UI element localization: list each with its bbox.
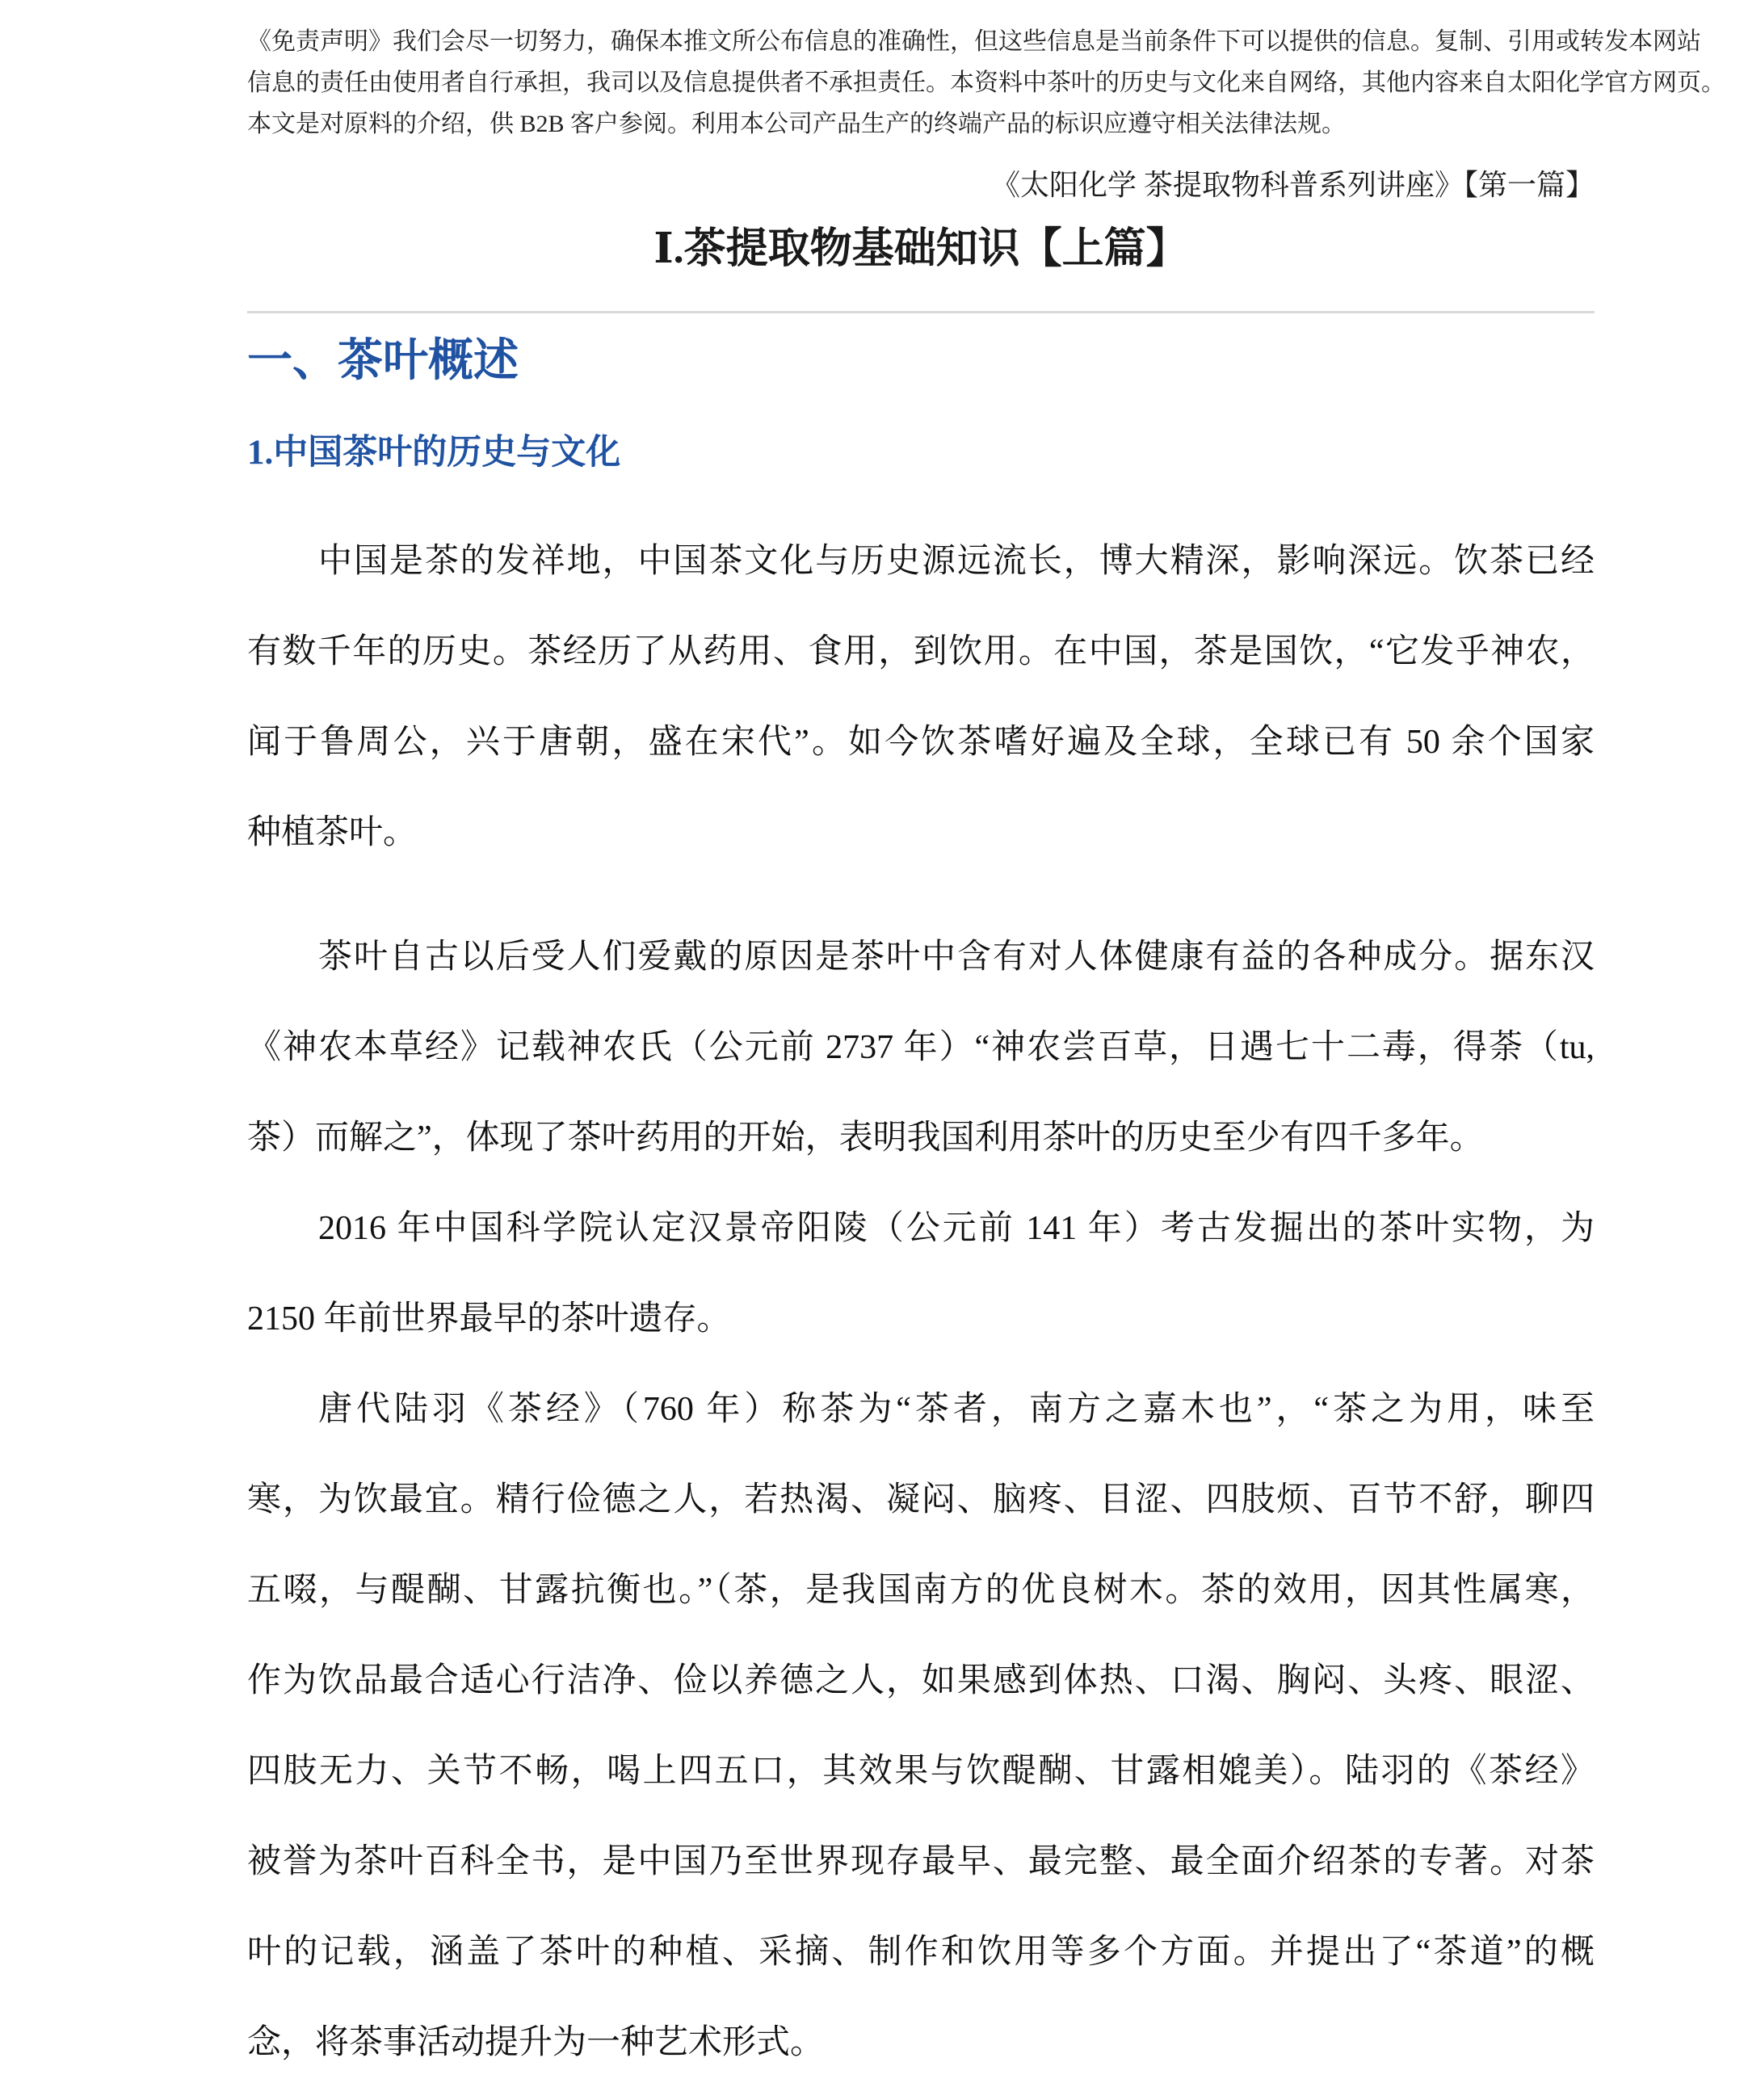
body-line: 2150 年前世界最早的茶叶遗存。 (247, 1300, 731, 1338)
disclaimer-line: 信息的责任由使用者自行承担，我司以及信息提供者不承担责任。本资料中茶叶的历史与文化来自网络，其他内容来自太阳化学官方网页。 (247, 69, 1725, 96)
body-line: 四肢无力、关节不畅，喝上四五口，其效果与饮醍醐、甘露相媲美）。陆羽的《茶经》 (247, 1753, 1595, 1790)
body-line: 叶的记载，涵盖了茶叶的种植、采摘、制作和饮用等多个方面。并提出了“茶道”的概 (247, 1934, 1595, 1971)
disclaimer-line: 本文是对原料的介绍，供 B2B 客户参阅。利用本公司产品生产的终端产品的标识应遵守相关法律法规。 (247, 111, 1347, 137)
body-line: 2016 年中国科学院认定汉景帝阳陵（公元前 141 年）考古发掘出的茶叶实物，为 (318, 1210, 1595, 1247)
disclaimer (247, 21, 1725, 145)
body-text (247, 516, 1595, 2088)
paragraph (247, 912, 1595, 1183)
body-line: 中国是茶的发祥地，中国茶文化与历史源远流长，博大精深，影响深远。饮茶已经 (318, 543, 1595, 580)
body-line: 唐代陆羽《茶经》（760 年）称茶为“茶者，南方之嘉木也”，“茶之为用，味至 (318, 1391, 1595, 1428)
body-line: 念，将茶事活动提升为一种艺术形式。 (247, 2024, 825, 2061)
body-line: 《神农本草经》记载神农氏（公元前 2737 年）“神农尝百草，日遇七十二毒，得荼（tu, (247, 1029, 1595, 1066)
paragraph (247, 516, 1595, 878)
body-line: 种植茶叶。 (247, 814, 418, 851)
section-heading: 一、茶叶概述 (247, 336, 519, 386)
divider (247, 311, 1595, 313)
disclaimer-line: 《免责声明》我们会尽一切努力，确保本推文所公布信息的准确性，但这些信息是当前条件下可以提供的信息。复制、引用或转发本网站 (247, 28, 1701, 55)
page-title: Ⅰ.茶提取物基础知识【上篇】 (653, 226, 1188, 272)
body-line: 被誉为茶叶百科全书，是中国乃至世界现存最早、最完整、最全面介绍茶的专著。对茶 (247, 1843, 1595, 1880)
body-line: 有数千年的历史。茶经历了从药用、食用，到饮用。在中国，茶是国饮，“它发乎神农， (247, 633, 1595, 670)
series-title: 《太阳化学 茶提取物科普系列讲座》【第一篇】 (990, 169, 1595, 201)
body-line: 茶叶自古以后受人们爱戴的原因是茶叶中含有对人体健康有益的各种成分。据东汉 (318, 939, 1595, 976)
body-line: 五啜，与醍醐、甘露抗衡也。”（茶，是我国南方的优良树木。茶的效用，因其性属寒， (247, 1572, 1595, 1609)
paragraph (247, 1183, 1595, 1364)
subsection-heading: 1.中国茶叶的历史与文化 (247, 434, 621, 472)
paragraph (247, 1364, 1595, 2088)
body-line: 闻于鲁周公，兴于唐朝，盛在宋代”。如今饮茶嗜好遍及全球，全球已有 50 余个国家 (247, 724, 1595, 761)
body-line: 作为饮品最合适心行洁净、俭以养德之人，如果感到体热、口渴、胸闷、头疼、眼涩、 (247, 1662, 1595, 1699)
body-line: 寒，为饮最宜。精行俭德之人，若热渴、凝闷、脑疼、目涩、四肢烦、百节不舒，聊四 (247, 1481, 1595, 1518)
body-line: 茶）而解之”，体现了茶叶药用的开始，表明我国利用茶叶的历史至少有四千多年。 (247, 1119, 1484, 1157)
